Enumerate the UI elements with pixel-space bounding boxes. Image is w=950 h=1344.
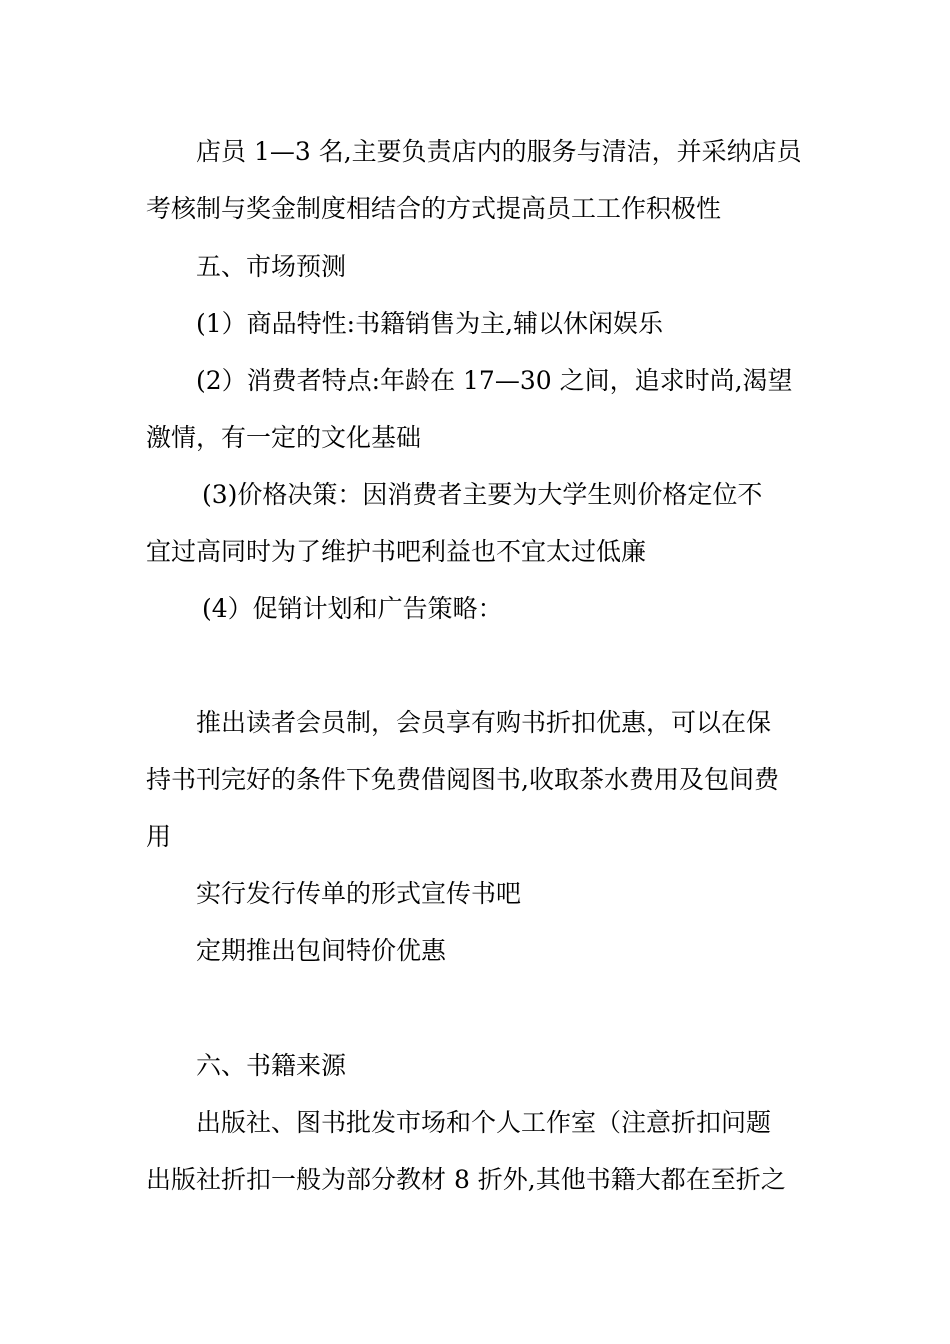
paragraph-staff-line-1: 店员 1—3 名,主要负责店内的服务与清洁，并采纳店员 bbox=[196, 137, 802, 166]
item-consumer-features-line-2: 激情，有一定的文化基础 bbox=[146, 423, 422, 452]
paragraph-staff-line-2: 考核制与奖金制度相结合的方式提高员工工作积极性 bbox=[146, 194, 722, 223]
paragraph-membership-line-2: 持书刊完好的条件下免费借阅图书,收取茶水费用及包间费 bbox=[146, 765, 779, 794]
paragraph-flyers: 实行发行传单的形式宣传书吧 bbox=[196, 879, 522, 908]
item-pricing-line-1: (3)价格决策：因消费者主要为大学生则价格定位不 bbox=[202, 480, 763, 509]
section-heading-market-forecast: 五、市场预测 bbox=[196, 252, 347, 281]
item-consumer-features-line-1: (2）消费者特点:年龄在 17—30 之间，追求时尚,渴望 bbox=[196, 366, 793, 395]
paragraph-sources-line-2: 出版社折扣一般为部分教材 8 折外,其他书籍大都在至折之 bbox=[146, 1165, 786, 1194]
paragraph-room-discount: 定期推出包间特价优惠 bbox=[196, 936, 447, 965]
item-promotion-heading: (4）促销计划和广告策略： bbox=[202, 594, 503, 623]
section-heading-book-sources: 六、书籍来源 bbox=[196, 1051, 347, 1080]
paragraph-sources-line-1: 出版社、图书批发市场和个人工作室（注意折扣问题 bbox=[196, 1108, 772, 1137]
paragraph-membership-line-1: 推出读者会员制，会员享有购书折扣优惠，可以在保 bbox=[196, 708, 772, 737]
item-product-features: (1）商品特性:书籍销售为主,辅以休闲娱乐 bbox=[196, 309, 664, 338]
item-pricing-line-2: 宜过高同时为了维护书吧利益也不宜太过低廉 bbox=[146, 537, 647, 566]
paragraph-membership-line-3: 用 bbox=[146, 822, 172, 851]
